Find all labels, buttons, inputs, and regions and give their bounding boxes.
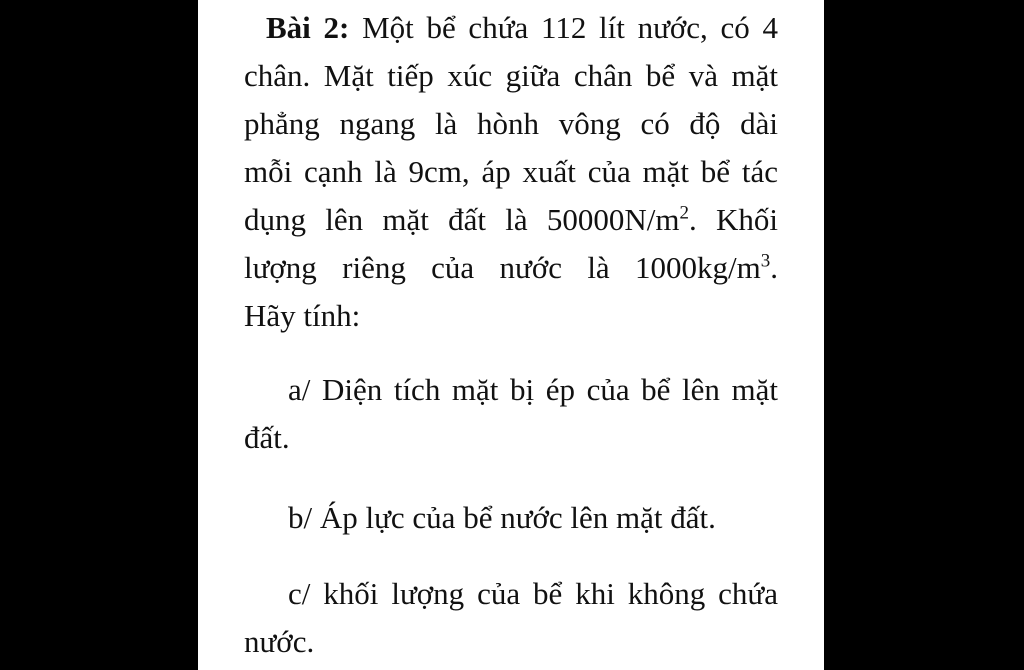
- problem-line-1-text: Một bể chứa 112 lít nước, có 4: [362, 10, 778, 45]
- problem-line-2: chân. Mặt tiếp xúc giữa chân bể và mặt: [244, 58, 778, 93]
- problem-line-7: Hãy tính:: [244, 298, 361, 333]
- problem-line-1: [244, 4, 778, 52]
- question-b-line-1: b/ Áp lực của bể nước lên mặt đất.: [288, 500, 716, 535]
- question-c-line-1: c/ khối lượng của bể khi không chứa: [288, 576, 778, 611]
- problem-statement: [244, 4, 778, 340]
- question-b: [244, 494, 778, 542]
- question-a: [244, 366, 778, 462]
- problem-line-6-pre: lượng riêng của nước là 1000kg/m: [244, 250, 761, 285]
- problem-line-5-post: . Khối: [689, 202, 779, 237]
- question-a-line-2: đất.: [244, 420, 290, 455]
- question-c-line-2: nước.: [244, 624, 315, 659]
- problem-line-6: [244, 244, 778, 292]
- question-a-line-1: a/ Diện tích mặt bị ép của bể lên mặt: [288, 372, 778, 407]
- exponent-2: 2: [679, 202, 689, 224]
- exponent-3: 3: [760, 250, 771, 272]
- problem-line-3: phẳng ngang là hònh vông có độ dài: [244, 106, 778, 141]
- problem-label: Bài 2:: [266, 10, 350, 45]
- problem-line-5: [244, 196, 778, 244]
- problem-line-6-post: .: [770, 250, 778, 285]
- document-page: [198, 0, 824, 670]
- problem-line-4: mỗi cạnh là 9cm, áp xuất của mặt bể tác: [244, 154, 778, 189]
- question-c: [244, 570, 778, 666]
- problem-line-5-pre: dụng lên mặt đất là 50000N/m: [244, 202, 680, 237]
